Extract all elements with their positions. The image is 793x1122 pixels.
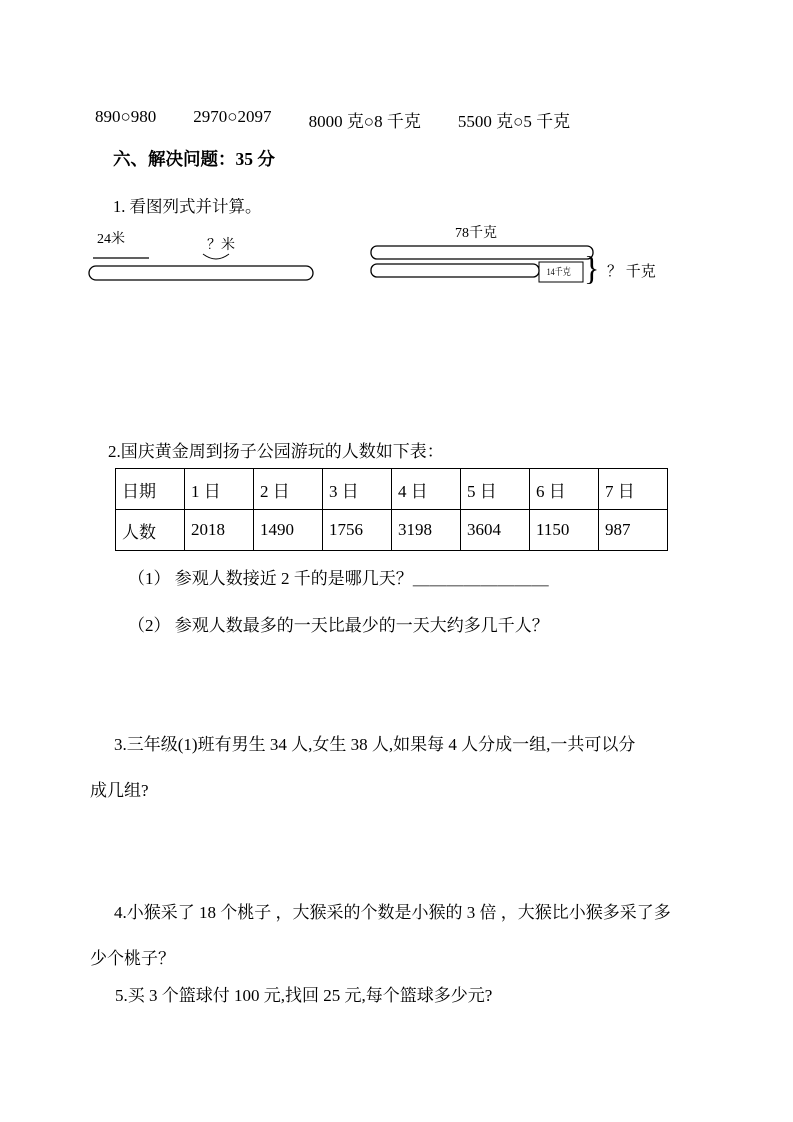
comparison-item: 8000 克○8 千克 (308, 112, 421, 131)
table-cell: 2 日 (254, 469, 323, 510)
question-5-text: 5.买 3 个篮球付 100 元,找回 25 元,每个篮球多少元? (115, 986, 493, 1005)
comparison-item: 2970○2097 (193, 107, 272, 126)
question-3-text (90, 722, 708, 814)
curly-brace: } (584, 249, 600, 287)
question-line: 成几组? (90, 781, 149, 800)
comparison-item: 890○980 (95, 107, 157, 126)
table-cell: 5 日 (461, 469, 530, 510)
sub-question-text: （1） 参观人数接近 2 千的是哪几天？ (128, 569, 413, 588)
table-cell: 1490 (254, 510, 323, 551)
section-heading: 六、解决问题：35 分 (113, 149, 275, 169)
question-line: 3.三年级(1)班有男生 34 人,女生 38 人,如果每 4 人分成一组,一共可以分 (114, 735, 636, 754)
q1-left-bar-diagram (85, 228, 345, 292)
under-brace (203, 254, 229, 259)
bottom-bar (371, 264, 539, 277)
comparison-exercises (95, 107, 570, 132)
table-cell: 2018 (185, 510, 254, 551)
table-cell: 6 日 (530, 469, 599, 510)
table-cell: 3 日 (323, 469, 392, 510)
long-bar (89, 266, 313, 280)
question-2-text: 2.国庆黄金周到扬子公园游玩的人数如下表： (108, 442, 444, 461)
comparison-item: 5500 克○5 千克 (457, 112, 571, 131)
table-cell: 1756 (323, 510, 392, 551)
length-label: 24米 (97, 232, 125, 247)
table-cell: 7 日 (599, 469, 668, 510)
table-cell: 日期 (116, 469, 185, 510)
question-line: 4.小猴采了 18 个桃子 ，大猴采的个数是小猴的 3 倍 ，大猴比小猴多采了多 (114, 903, 671, 922)
table-cell: 1150 (530, 510, 599, 551)
table-cell: 4 日 (392, 469, 461, 510)
visitors-table (115, 468, 668, 551)
table-data-row (116, 510, 668, 551)
top-bar (371, 246, 593, 259)
q1-right-bar-diagram (365, 222, 695, 302)
table-cell: 3198 (392, 510, 461, 551)
question-label: ？ 千克 (607, 264, 656, 280)
table-cell: 1 日 (185, 469, 254, 510)
box-weight-label: 14千克 (546, 268, 571, 278)
answer-blank: ＿＿＿＿＿＿＿＿ (412, 569, 549, 588)
question-2-sub2: （2） 参观人数最多的一天比最少的一天大约多几千人？ (128, 616, 549, 635)
question-2-sub1 (128, 564, 549, 589)
table-header-row (116, 469, 668, 510)
table-cell: 987 (599, 510, 668, 551)
question-line: 少个桃子？ (90, 949, 175, 968)
table-cell: 3604 (461, 510, 530, 551)
question-label: ？米 (207, 238, 235, 253)
weight-label: 78千克 (455, 226, 497, 241)
question-1-text: 1. 看图列式并计算。 (113, 197, 262, 216)
table-cell: 人数 (116, 510, 185, 551)
question-4-text (90, 890, 708, 982)
